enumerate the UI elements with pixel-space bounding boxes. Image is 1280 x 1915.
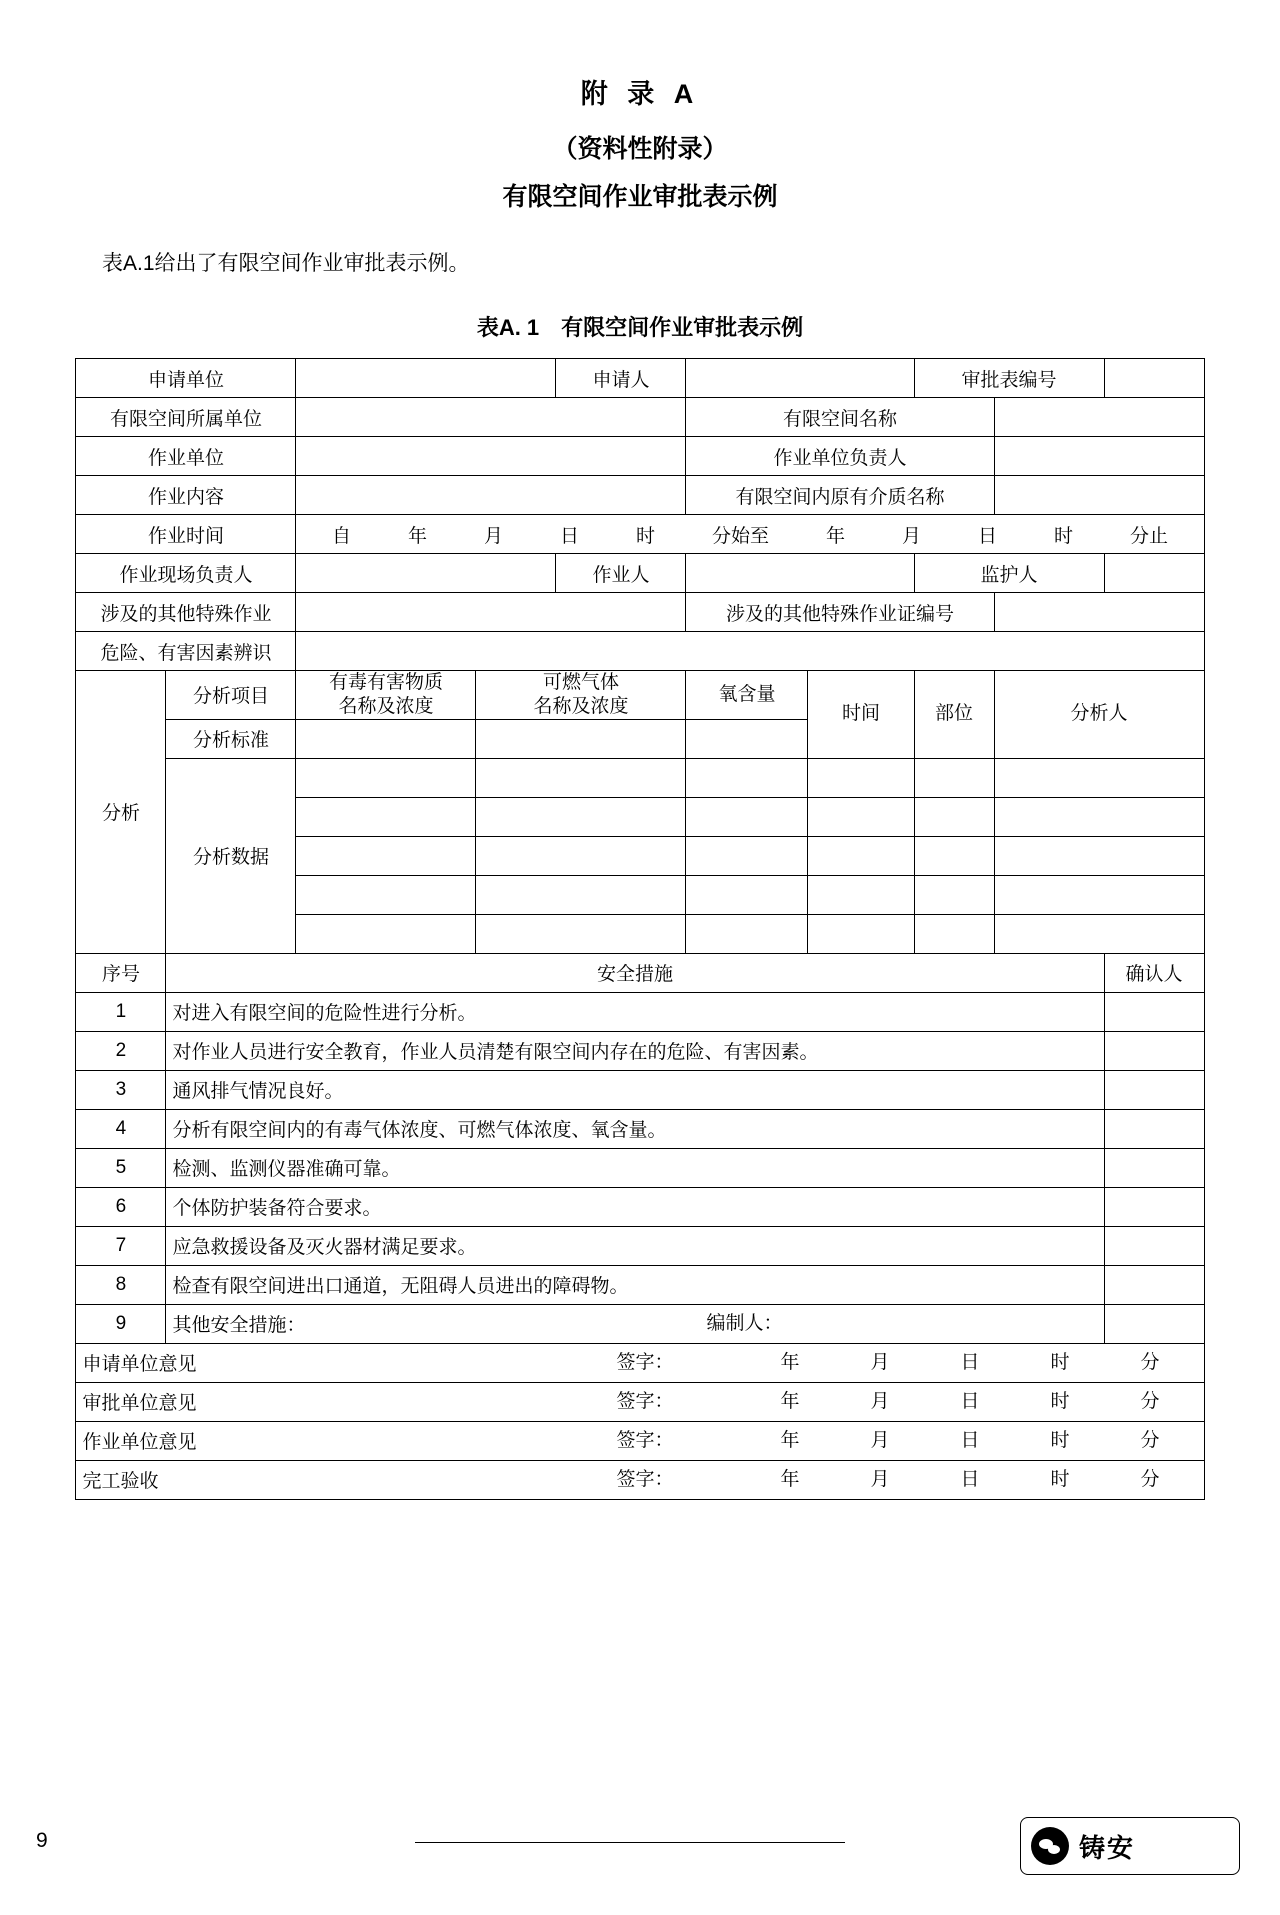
- field-data-toxic[interactable]: [296, 758, 476, 797]
- field-data-oxygen[interactable]: [686, 758, 808, 797]
- table-caption: 表A. 1 有限空间作业审批表示例: [476, 315, 804, 340]
- analysis-col-flammable: 可燃气体 名称及浓度: [476, 671, 686, 720]
- measure-text: 对进入有限空间的危险性进行分析。: [166, 992, 1104, 1031]
- signature-date-label: 年 月 日 时 分: [780, 1429, 1186, 1451]
- measure-text: 个体防护装备符合要求。: [166, 1187, 1104, 1226]
- table-row: [76, 359, 1204, 398]
- wechat-icon: [1031, 1827, 1069, 1865]
- field-data-toxic[interactable]: [296, 914, 476, 953]
- measure-other-label: 其他安全措施：: [172, 1315, 306, 1336]
- opinion-applicant-unit[interactable]: [76, 1343, 1204, 1382]
- table-row-measures-header: [76, 953, 1204, 992]
- analysis-col-analyst: 分析人: [994, 671, 1204, 759]
- label-other-special-work-cert: 涉及的其他特殊作业证编号: [686, 593, 994, 632]
- measure-text: 检查有限空间进出口通道，无阻碍人员进出的障碍物。: [166, 1265, 1104, 1304]
- field-data-oxygen[interactable]: [686, 914, 808, 953]
- intro-paragraph: 表A.1给出了有限空间作业审批表示例。: [102, 252, 470, 275]
- field-data-position[interactable]: [914, 758, 994, 797]
- label-work-content: 作业内容: [76, 476, 296, 515]
- table-row: [76, 593, 1204, 632]
- label-analysis-item: 分析项目: [166, 671, 296, 720]
- table-row-measure: [76, 1265, 1204, 1304]
- analysis-col-toxic: 有毒有害物质 名称及浓度: [296, 671, 476, 720]
- table-row-measure: [76, 1187, 1204, 1226]
- measure-text: 应急救援设备及灭火器材满足要求。: [166, 1226, 1104, 1265]
- page-number: 9: [36, 1829, 48, 1852]
- analysis-col-time: 时间: [808, 671, 914, 759]
- field-data-analyst[interactable]: [994, 758, 1204, 797]
- label-space-name: 有限空间名称: [686, 398, 994, 437]
- wechat-watermark: [1020, 1817, 1240, 1875]
- field-standard-oxygen[interactable]: [686, 719, 808, 758]
- field-work-unit[interactable]: [296, 437, 686, 476]
- table-row-measure: [76, 1031, 1204, 1070]
- signature-date-label: 年 月 日 时 分: [780, 1390, 1186, 1412]
- table-row: [76, 632, 1204, 671]
- field-measure-confirm[interactable]: [1104, 1148, 1204, 1187]
- measure-text: 分析有限空间内的有毒气体浓度、可燃气体浓度、氧含量。: [166, 1109, 1104, 1148]
- field-data-time[interactable]: [808, 914, 914, 953]
- field-data-analyst[interactable]: [994, 836, 1204, 875]
- table-row-measure: [76, 1109, 1204, 1148]
- table-row: [76, 437, 1204, 476]
- approval-form-table: [75, 358, 1204, 1500]
- field-hazard-identification[interactable]: [296, 632, 1204, 671]
- signature-date-label: 年 月 日 时 分: [780, 1468, 1186, 1490]
- appendix-name: 有限空间作业审批表示例: [502, 183, 778, 211]
- label-guardian: 监护人: [914, 554, 1104, 593]
- field-data-position[interactable]: [914, 797, 994, 836]
- opinion-label: 审批单位意见: [82, 1393, 197, 1414]
- field-measure-confirm[interactable]: [1104, 992, 1204, 1031]
- field-data-time[interactable]: [808, 797, 914, 836]
- compiler-label: 编制人：: [706, 1312, 783, 1334]
- label-work-unit: 作业单位: [76, 437, 296, 476]
- measure-no: 4: [76, 1109, 166, 1148]
- appendix-subtitle: （资料性附录）: [552, 135, 728, 163]
- field-data-oxygen[interactable]: [686, 797, 808, 836]
- measure-no: 5: [76, 1148, 166, 1187]
- field-site-manager[interactable]: [296, 554, 556, 593]
- table-row-opinion: [76, 1382, 1204, 1421]
- label-hazard-identification: 危险、有害因素辨识: [76, 632, 296, 671]
- field-data-time[interactable]: [808, 875, 914, 914]
- table-row-analysis-data: [76, 758, 1204, 797]
- field-data-toxic[interactable]: [296, 836, 476, 875]
- analysis-col-oxygen: 氧含量: [686, 671, 808, 720]
- field-data-time[interactable]: [808, 836, 914, 875]
- field-measure-confirm[interactable]: [1104, 1109, 1204, 1148]
- field-measure-confirm[interactable]: [1104, 1304, 1204, 1343]
- field-space-owner-unit[interactable]: [296, 398, 686, 437]
- measure-no: 9: [76, 1304, 166, 1343]
- field-data-flammable[interactable]: [476, 875, 686, 914]
- label-work-unit-manager: 作业单位负责人: [686, 437, 994, 476]
- field-measure-confirm[interactable]: [1104, 1187, 1204, 1226]
- field-work-time[interactable]: 自 年 月 日 时 分始至 年 月 日 时 分止: [296, 515, 1204, 554]
- header-measure-title: 安全措施: [166, 953, 1104, 992]
- field-data-flammable[interactable]: [476, 758, 686, 797]
- measure-text: 通风排气情况良好。: [166, 1070, 1104, 1109]
- table-row-measure: [76, 992, 1204, 1031]
- table-row-measure: [76, 1148, 1204, 1187]
- measure-no: 6: [76, 1187, 166, 1226]
- field-applicant[interactable]: [686, 359, 914, 398]
- field-data-position[interactable]: [914, 914, 994, 953]
- measure-other-cell[interactable]: [166, 1304, 1104, 1343]
- field-applicant-unit[interactable]: [296, 359, 556, 398]
- field-data-flammable[interactable]: [476, 797, 686, 836]
- label-analysis-section: 分析: [76, 671, 166, 954]
- field-form-number[interactable]: [1104, 359, 1204, 398]
- field-standard-toxic[interactable]: [296, 719, 476, 758]
- field-data-toxic[interactable]: [296, 875, 476, 914]
- field-measure-confirm[interactable]: [1104, 1226, 1204, 1265]
- label-worker: 作业人: [556, 554, 686, 593]
- field-work-content[interactable]: [296, 476, 686, 515]
- opinion-label: 申请单位意见: [82, 1354, 197, 1375]
- field-measure-confirm[interactable]: [1104, 1070, 1204, 1109]
- signature-label: 签字：: [616, 1429, 674, 1451]
- signature-label: 签字：: [616, 1351, 674, 1373]
- table-row-measure-other: [76, 1304, 1204, 1343]
- field-data-time[interactable]: [808, 758, 914, 797]
- table-row-measure: [76, 1226, 1204, 1265]
- opinion-work-unit[interactable]: [76, 1421, 1204, 1460]
- measure-no: 3: [76, 1070, 166, 1109]
- field-worker[interactable]: [686, 554, 914, 593]
- signature-label: 签字：: [616, 1390, 674, 1412]
- label-site-manager: 作业现场负责人: [76, 554, 296, 593]
- measure-no: 7: [76, 1226, 166, 1265]
- field-other-special-work[interactable]: [296, 593, 686, 632]
- page-footer: [0, 1795, 1280, 1915]
- field-data-analyst[interactable]: [994, 914, 1204, 953]
- table-row-opinion: [76, 1343, 1204, 1382]
- table-row-opinion: [76, 1421, 1204, 1460]
- appendix-heading: [74, 72, 1206, 213]
- label-work-time: 作业时间: [76, 515, 296, 554]
- measure-text: 对作业人员进行安全教育，作业人员清楚有限空间内存在的危险、有害因素。: [166, 1031, 1104, 1070]
- field-guardian[interactable]: [1104, 554, 1204, 593]
- signature-date-label: 年 月 日 时 分: [780, 1351, 1186, 1373]
- field-data-analyst[interactable]: [994, 797, 1204, 836]
- field-data-toxic[interactable]: [296, 797, 476, 836]
- label-applicant-unit: 申请单位: [76, 359, 296, 398]
- field-data-position[interactable]: [914, 836, 994, 875]
- opinion-label: 完工验收: [82, 1471, 159, 1492]
- field-data-flammable[interactable]: [476, 836, 686, 875]
- appendix-title: 附 录 A: [580, 79, 700, 109]
- table-row: [76, 398, 1204, 437]
- table-row-analysis-header: [76, 671, 1204, 720]
- footer-divider: [415, 1842, 845, 1843]
- field-data-analyst[interactable]: [994, 875, 1204, 914]
- label-form-number: 审批表编号: [914, 359, 1104, 398]
- wechat-account-name: 铸安: [1079, 1832, 1136, 1863]
- opinion-approval-unit[interactable]: [76, 1382, 1204, 1421]
- field-data-oxygen[interactable]: [686, 836, 808, 875]
- field-space-name[interactable]: [994, 398, 1204, 437]
- header-measure-no: 序号: [76, 953, 166, 992]
- field-work-unit-manager[interactable]: [994, 437, 1204, 476]
- label-analysis-standard: 分析标准: [166, 719, 296, 758]
- table-row-measure: [76, 1070, 1204, 1109]
- field-measure-confirm[interactable]: [1104, 1265, 1204, 1304]
- opinion-label: 作业单位意见: [82, 1432, 197, 1453]
- analysis-col-position: 部位: [914, 671, 994, 759]
- label-analysis-data: 分析数据: [166, 758, 296, 953]
- signature-label: 签字：: [616, 1468, 674, 1490]
- field-other-special-work-cert[interactable]: [994, 593, 1204, 632]
- measure-no: 2: [76, 1031, 166, 1070]
- field-data-oxygen[interactable]: [686, 875, 808, 914]
- field-data-position[interactable]: [914, 875, 994, 914]
- measure-no: 1: [76, 992, 166, 1031]
- label-applicant: 申请人: [556, 359, 686, 398]
- field-original-medium[interactable]: [994, 476, 1204, 515]
- field-standard-flammable[interactable]: [476, 719, 686, 758]
- measure-text: 检测、监测仪器准确可靠。: [166, 1148, 1104, 1187]
- table-row: [76, 554, 1204, 593]
- label-space-owner-unit: 有限空间所属单位: [76, 398, 296, 437]
- header-measure-confirm: 确认人: [1104, 953, 1204, 992]
- label-other-special-work: 涉及的其他特殊作业: [76, 593, 296, 632]
- measure-no: 8: [76, 1265, 166, 1304]
- opinion-completion-acceptance[interactable]: [76, 1460, 1204, 1499]
- label-original-medium: 有限空间内原有介质名称: [686, 476, 994, 515]
- field-measure-confirm[interactable]: [1104, 1031, 1204, 1070]
- table-row-opinion: [76, 1460, 1204, 1499]
- field-data-flammable[interactable]: [476, 914, 686, 953]
- table-row: [76, 515, 1204, 554]
- table-row: [76, 476, 1204, 515]
